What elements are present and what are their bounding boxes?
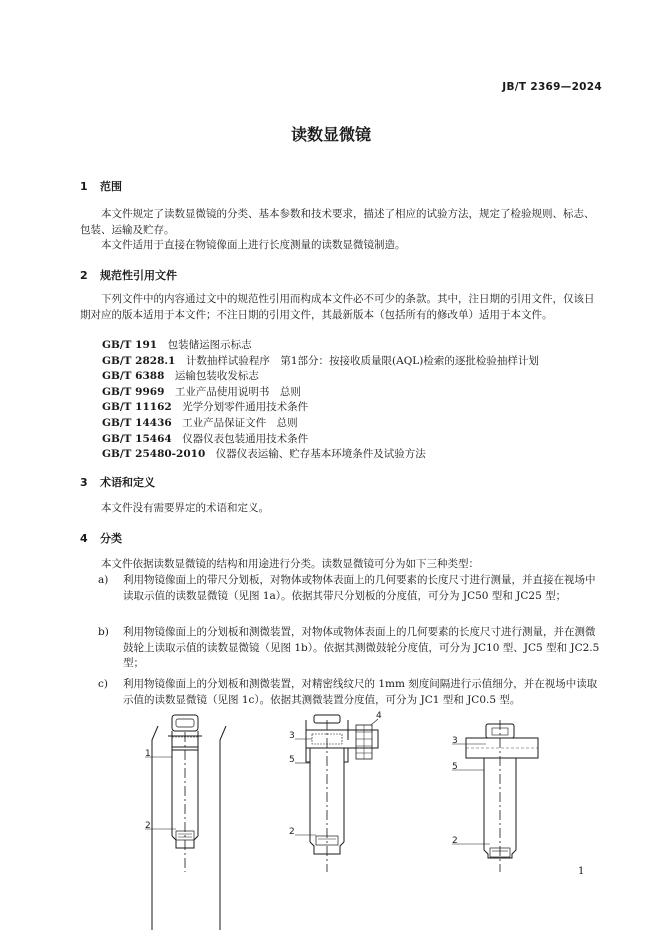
item-label: c)	[98, 678, 108, 690]
section-title: 范围	[100, 180, 122, 193]
reference-name: 工业产品使用说明书 总则	[174, 385, 301, 398]
section-number: 4	[80, 532, 88, 545]
reference-code: GB/T 25480-2010	[102, 448, 206, 461]
reference-item	[102, 369, 259, 385]
section-2-paragraph-1: 下列文件中的内容通过文中的规范性引用而构成本文件必不可少的条款。其中，注日期的引用文件，仅该日期对应的版本适用于本文件；不注日期的引用文件，其最新版本（包括所有的修改单）适用于本文件。	[80, 293, 595, 321]
classification-item-b	[80, 625, 600, 672]
callout-label: 2	[452, 836, 458, 846]
section-title: 术语和定义	[100, 476, 155, 489]
callout-label: 4	[376, 711, 382, 721]
figure-1	[0, 710, 662, 936]
reference-name: 工业产品保证文件 总则	[182, 417, 298, 429]
callout-label: 3	[452, 736, 458, 746]
page-number: 1	[578, 866, 585, 877]
section-4-heading	[80, 530, 122, 546]
reference-item	[102, 400, 308, 416]
reference-code: GB/T 11162	[102, 401, 172, 414]
reference-code: GB/T 15464	[102, 432, 172, 445]
section-3-heading	[80, 474, 155, 490]
figure-1a-microscope	[145, 715, 226, 930]
reference-code: GB/T 191	[102, 339, 158, 351]
reference-code: GB/T 14436	[102, 417, 172, 429]
classification-item-c	[80, 677, 600, 708]
reference-item	[102, 447, 426, 463]
section-4-paragraph-1: 本文件依据读数显微镜的结构和用途进行分类。读数显微镜可分为如下三种类型：	[101, 558, 479, 570]
reference-name: 计数抽样试验程序 第1部分：按接收质量限(AQL)检索的逐批检验抽样计划	[185, 354, 539, 367]
callout-label: 5	[452, 762, 458, 772]
callout-label: 2	[289, 827, 295, 837]
section-3-paragraph-1: 本文件没有需要界定的术语和定义。	[101, 502, 269, 514]
standard-number: JB/T 2369—2024	[502, 81, 602, 93]
item-label: a)	[98, 574, 109, 586]
section-number: 3	[80, 476, 88, 489]
item-text: 利用物镜像面上的带尺分划板，对物体或物体表面上的几何要素的长度尺寸进行测量，并直接在视场中读取示值的读数显微镜（见图 1a）。依据其带尺分划板的分度值，可分为 JC50 型和 JC25 型；	[123, 574, 596, 602]
reference-code: GB/T 6388	[102, 370, 165, 383]
section-1-heading	[80, 178, 122, 194]
reference-item	[102, 338, 252, 354]
document-title: 读数显微镜	[290, 125, 371, 144]
section-number: 2	[80, 269, 88, 282]
callout-label: 3	[289, 731, 295, 741]
reference-name: 仪器仪表包装通用技术条件	[182, 432, 309, 445]
reference-item	[102, 432, 308, 448]
item-label: b)	[98, 626, 109, 638]
reference-code: GB/T 9969	[102, 385, 165, 398]
section-title: 规范性引用文件	[100, 269, 177, 282]
reference-name: 仪器仪表运输、贮存基本环境条件及试验方法	[215, 448, 426, 461]
reference-item	[102, 416, 298, 432]
callout-label: 5	[289, 755, 295, 765]
callout-label: 1	[145, 749, 151, 759]
reference-name: 运输包装收发标志	[174, 370, 259, 383]
reference-name: 光学分划零件通用技术条件	[182, 401, 309, 414]
item-text: 利用物镜像面上的分划板和测微装置，对物体或物体表面上的几何要素的长度尺寸进行测量，并在测微鼓轮上读取示值的读数显微镜（见图 1b）。依据其测微鼓轮分度值，可分为 JC10 型、JC5 型和 JC2.5 型；	[123, 626, 600, 669]
figure-1c-microscope	[452, 720, 538, 872]
section-2-heading	[80, 267, 177, 283]
reference-name: 包装储运图示标志	[167, 339, 252, 351]
figure-1b-microscope	[295, 715, 378, 872]
reference-code: GB/T 2828.1	[102, 354, 176, 367]
classification-item-a	[80, 573, 600, 604]
section-1-paragraph-1: 本文件规定了读数显微镜的分类、基本参数和技术要求，描述了相应的试验方法，规定了检验规则、标志、包装、运输及贮存。	[80, 208, 595, 236]
reference-item	[102, 354, 539, 370]
callout-label: 2	[145, 821, 151, 831]
section-title: 分类	[100, 532, 122, 545]
reference-item	[102, 385, 301, 401]
section-1-paragraph-2: 本文件适用于直接在物镜像面上进行长度测量的读数显微镜制造。	[101, 239, 406, 251]
section-number: 1	[80, 180, 88, 193]
item-text: 利用物镜像面上的分划板和测微装置，对精密线纹尺的 1mm 刻度间隔进行示值细分，并在视场中读取示值的读数显微镜（见图 1c）。依据其测微装置分度值，可分为 JC1 型和 JC0.5 型。	[123, 678, 598, 706]
